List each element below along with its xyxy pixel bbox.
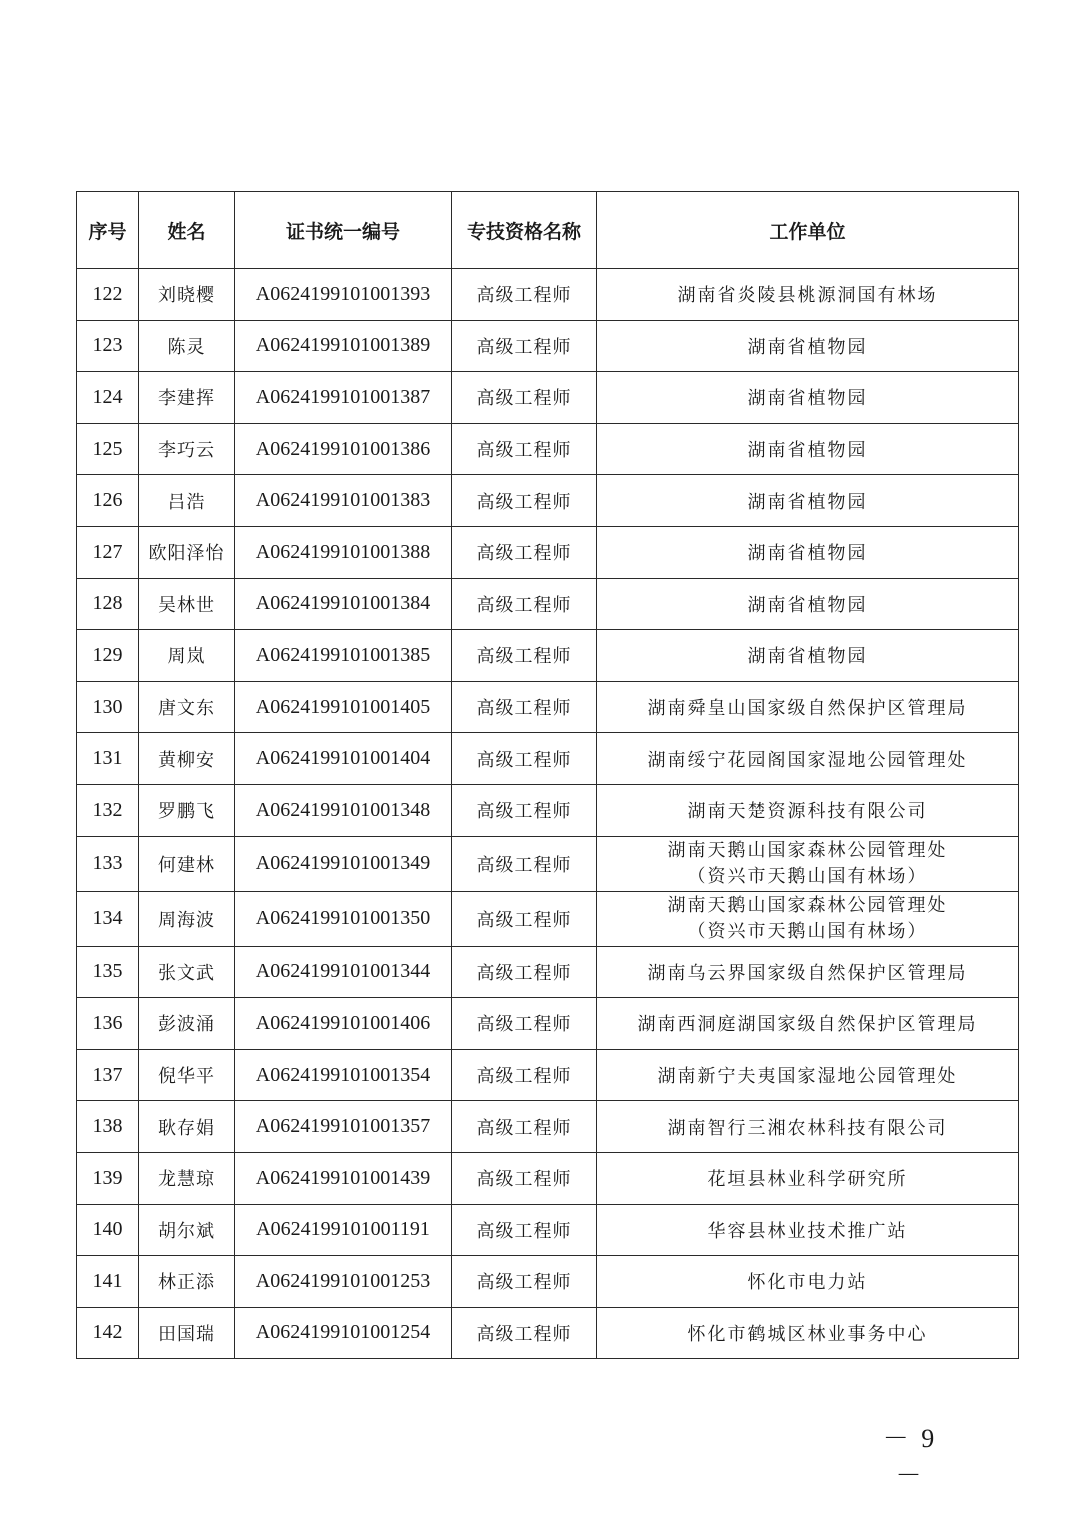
certificate-number-cell: A0624199101001406 [235, 998, 452, 1050]
serial-number-cell: 130 [77, 681, 139, 733]
table-row [77, 1049, 1019, 1101]
work-unit-line: 湖南省植物园 [747, 594, 868, 616]
serial-number-cell: 134 [77, 891, 139, 946]
qualification-cell: 高级工程师 [452, 998, 597, 1050]
serial-number-cell: 126 [77, 475, 139, 527]
work-unit-cell [597, 372, 1019, 424]
qualification-cell: 高级工程师 [452, 475, 597, 527]
qualification-cell: 高级工程师 [452, 269, 597, 321]
name-cell: 胡尔斌 [139, 1204, 235, 1256]
table-row [77, 946, 1019, 998]
name-cell: 吕浩 [139, 475, 235, 527]
qualification-cell: 高级工程师 [452, 1152, 597, 1204]
work-unit-cell [597, 578, 1019, 630]
name-cell: 何建林 [139, 836, 235, 891]
qualification-cell: 高级工程师 [452, 526, 597, 578]
certificate-number-cell: A0624199101001383 [235, 475, 452, 527]
certificate-number-cell: A0624199101001354 [235, 1049, 452, 1101]
certificate-number-cell: A0624199101001344 [235, 946, 452, 998]
work-unit-cell [597, 1101, 1019, 1153]
certificate-number-cell: A0624199101001384 [235, 578, 452, 630]
name-cell: 李巧云 [139, 423, 235, 475]
table-row [77, 784, 1019, 836]
serial-number-cell: 142 [77, 1307, 139, 1359]
table-row [77, 475, 1019, 527]
work-unit-cell [597, 423, 1019, 475]
certificate-number-cell: A0624199101001386 [235, 423, 452, 475]
work-unit-cell [597, 998, 1019, 1050]
name-cell: 刘晓樱 [139, 269, 235, 321]
qualification-cell: 高级工程师 [452, 1049, 597, 1101]
certificate-number-cell: A0624199101001405 [235, 681, 452, 733]
work-unit-line: 湖南省植物园 [747, 543, 868, 565]
work-unit-cell [597, 784, 1019, 836]
work-unit-line: 湖南天鹅山国家森林公园管理处 [667, 839, 948, 861]
work-unit-line: 华容县林业技术推广站 [707, 1220, 908, 1242]
work-unit-cell [597, 526, 1019, 578]
work-unit-line: 湖南省炎陵县桃源洞国有林场 [677, 285, 938, 307]
certificate-number-cell: A0624199101001388 [235, 526, 452, 578]
qualification-cell: 高级工程师 [452, 1256, 597, 1308]
serial-number-cell: 127 [77, 526, 139, 578]
name-cell: 张文武 [139, 946, 235, 998]
certificate-number-cell: A0624199101001404 [235, 733, 452, 785]
serial-number-cell: 124 [77, 372, 139, 424]
header-work-unit: 工作单位 [597, 192, 1019, 269]
work-unit-line: 湖南乌云界国家级自然保护区管理局 [647, 962, 968, 984]
certificate-number-cell: A0624199101001253 [235, 1256, 452, 1308]
serial-number-cell: 133 [77, 836, 139, 891]
serial-number-cell: 138 [77, 1101, 139, 1153]
certificate-number-cell: A0624199101001387 [235, 372, 452, 424]
qualification-cell: 高级工程师 [452, 1101, 597, 1153]
name-cell: 耿存娟 [139, 1101, 235, 1153]
work-unit-cell [597, 630, 1019, 682]
serial-number-cell: 135 [77, 946, 139, 998]
header-qualification: 专技资格名称 [452, 192, 597, 269]
qualification-cell: 高级工程师 [452, 320, 597, 372]
header-name: 姓名 [139, 192, 235, 269]
certificate-number-cell: A0624199101001348 [235, 784, 452, 836]
serial-number-cell: 139 [77, 1152, 139, 1204]
table-row [77, 1204, 1019, 1256]
table-row [77, 1101, 1019, 1153]
table-body [77, 269, 1019, 1359]
serial-number-cell: 141 [77, 1256, 139, 1308]
table-row [77, 372, 1019, 424]
qualification-cell: 高级工程师 [452, 681, 597, 733]
table-row [77, 733, 1019, 785]
table-row [77, 269, 1019, 321]
table-header-row [77, 192, 1019, 269]
work-unit-line: （资兴市天鹅山国有林场） [687, 920, 928, 942]
table-row [77, 578, 1019, 630]
serial-number-cell: 125 [77, 423, 139, 475]
work-unit-line: 湖南天鹅山国家森林公园管理处 [667, 894, 948, 916]
qualification-cell: 高级工程师 [452, 630, 597, 682]
name-cell: 吴林世 [139, 578, 235, 630]
name-cell: 林正添 [139, 1256, 235, 1308]
certificate-number-cell: A0624199101001191 [235, 1204, 452, 1256]
table-row [77, 1307, 1019, 1359]
name-cell: 周岚 [139, 630, 235, 682]
header-certificate-number: 证书统一编号 [235, 192, 452, 269]
serial-number-cell: 132 [77, 784, 139, 836]
certificate-number-cell: A0624199101001349 [235, 836, 452, 891]
certificate-number-cell: A0624199101001439 [235, 1152, 452, 1204]
serial-number-cell: 136 [77, 998, 139, 1050]
table-row [77, 1256, 1019, 1308]
name-cell: 彭波涌 [139, 998, 235, 1050]
table-row [77, 526, 1019, 578]
serial-number-cell: 123 [77, 320, 139, 372]
work-unit-cell [597, 1152, 1019, 1204]
work-unit-cell [597, 836, 1019, 891]
name-cell: 倪华平 [139, 1049, 235, 1101]
certificate-number-cell: A0624199101001385 [235, 630, 452, 682]
work-unit-line: 湖南西洞庭湖国家级自然保护区管理局 [637, 1014, 978, 1036]
serial-number-cell: 131 [77, 733, 139, 785]
table-row [77, 630, 1019, 682]
work-unit-cell [597, 1256, 1019, 1308]
work-unit-line: （资兴市天鹅山国有林场） [687, 865, 928, 887]
work-unit-cell [597, 1204, 1019, 1256]
name-cell: 李建挥 [139, 372, 235, 424]
qualification-cell: 高级工程师 [452, 891, 597, 946]
work-unit-cell [597, 269, 1019, 321]
name-cell: 罗鹏飞 [139, 784, 235, 836]
serial-number-cell: 137 [77, 1049, 139, 1101]
name-cell: 周海波 [139, 891, 235, 946]
certificate-number-cell: A0624199101001389 [235, 320, 452, 372]
serial-number-cell: 129 [77, 630, 139, 682]
work-unit-cell [597, 891, 1019, 946]
work-unit-line: 湖南省植物园 [747, 440, 868, 462]
qualification-cell: 高级工程师 [452, 784, 597, 836]
name-cell: 欧阳泽怡 [139, 526, 235, 578]
work-unit-cell [597, 1049, 1019, 1101]
qualification-cell: 高级工程师 [452, 733, 597, 785]
serial-number-cell: 140 [77, 1204, 139, 1256]
work-unit-line: 湖南省植物园 [747, 336, 868, 358]
certificate-number-cell: A0624199101001393 [235, 269, 452, 321]
certificate-number-cell: A0624199101001350 [235, 891, 452, 946]
certificate-roster-table [76, 191, 1019, 1359]
serial-number-cell: 122 [77, 269, 139, 321]
work-unit-line: 湖南智行三湘农林科技有限公司 [667, 1117, 948, 1139]
qualification-cell: 高级工程师 [452, 946, 597, 998]
certificate-number-cell: A0624199101001254 [235, 1307, 452, 1359]
work-unit-line: 湖南舜皇山国家级自然保护区管理局 [647, 698, 968, 720]
work-unit-line: 湖南天楚资源科技有限公司 [687, 801, 928, 823]
table-row [77, 998, 1019, 1050]
table-row [77, 320, 1019, 372]
qualification-cell: 高级工程师 [452, 423, 597, 475]
name-cell: 陈灵 [139, 320, 235, 372]
table-row [77, 891, 1019, 946]
name-cell: 龙慧琼 [139, 1152, 235, 1204]
work-unit-line: 湖南绥宁花园阁国家湿地公园管理处 [647, 749, 968, 771]
table-row [77, 681, 1019, 733]
qualification-cell: 高级工程师 [452, 578, 597, 630]
name-cell: 黄柳安 [139, 733, 235, 785]
page-number: － 9 － [882, 1424, 938, 1490]
work-unit-cell [597, 946, 1019, 998]
work-unit-cell [597, 1307, 1019, 1359]
work-unit-line: 湖南省植物园 [747, 491, 868, 513]
work-unit-line: 湖南省植物园 [747, 646, 868, 668]
table-row [77, 423, 1019, 475]
work-unit-cell [597, 681, 1019, 733]
work-unit-line: 花垣县林业科学研究所 [707, 1169, 908, 1191]
certificate-number-cell: A0624199101001357 [235, 1101, 452, 1153]
work-unit-line: 怀化市电力站 [747, 1272, 868, 1294]
qualification-cell: 高级工程师 [452, 1204, 597, 1256]
work-unit-line: 湖南省植物园 [747, 388, 868, 410]
table-row [77, 1152, 1019, 1204]
qualification-cell: 高级工程师 [452, 1307, 597, 1359]
qualification-cell: 高级工程师 [452, 836, 597, 891]
name-cell: 唐文东 [139, 681, 235, 733]
work-unit-line: 湖南新宁夫夷国家湿地公园管理处 [657, 1066, 958, 1088]
serial-number-cell: 128 [77, 578, 139, 630]
work-unit-cell [597, 475, 1019, 527]
work-unit-cell [597, 733, 1019, 785]
qualification-cell: 高级工程师 [452, 372, 597, 424]
work-unit-cell [597, 320, 1019, 372]
work-unit-line: 怀化市鹤城区林业事务中心 [687, 1323, 928, 1345]
table-row [77, 836, 1019, 891]
name-cell: 田国瑞 [139, 1307, 235, 1359]
header-serial-number: 序号 [77, 192, 139, 269]
